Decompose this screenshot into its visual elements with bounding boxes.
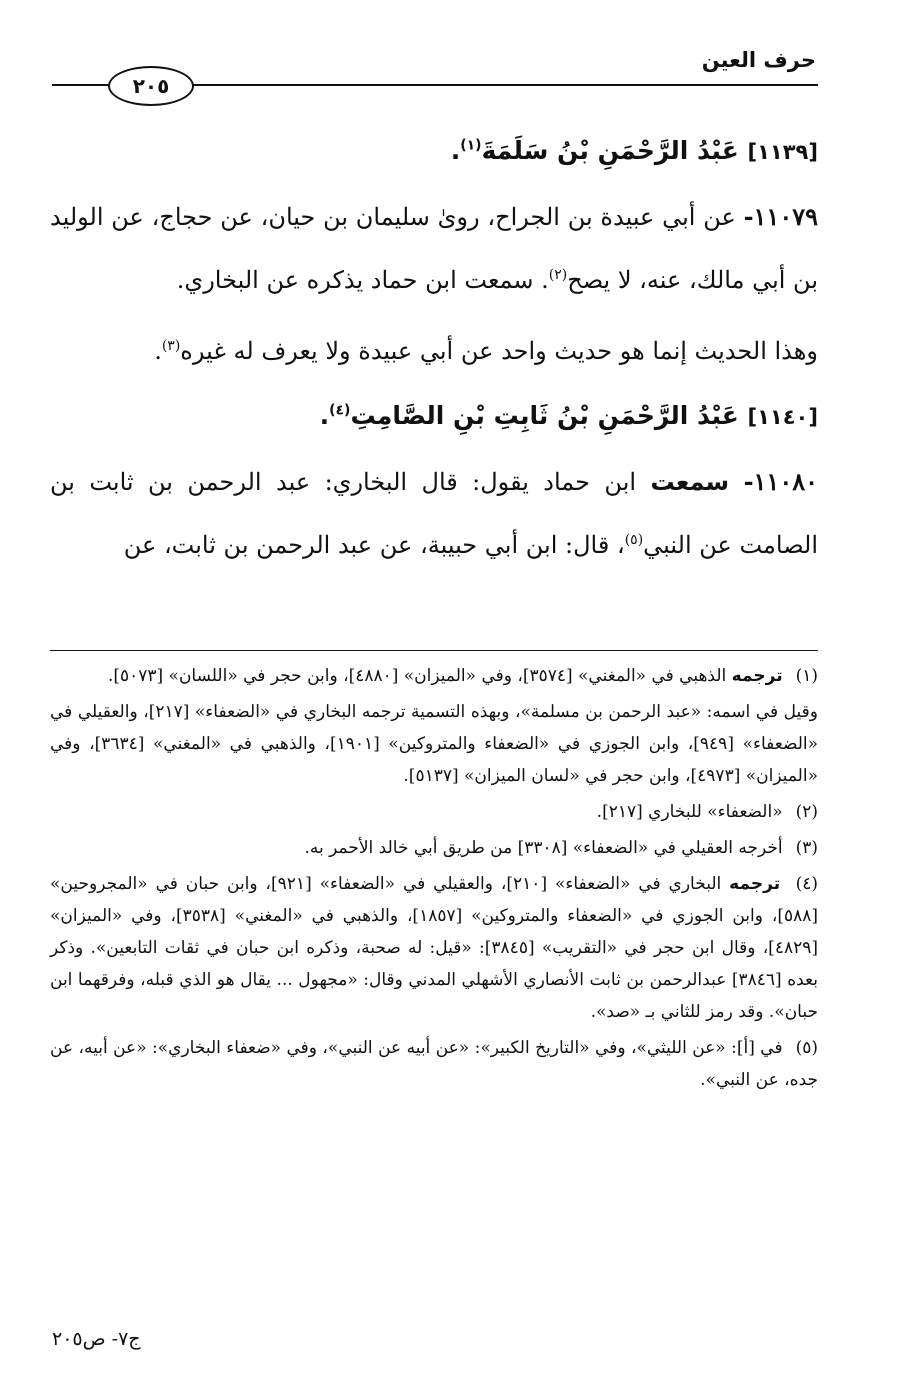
footnote-text: في [أ]: «عن الليثي»، وفي «التاريخ الكبير»: «عن أبيه عن النبي»، وفي «ضعفاء البخاري»: «عن أبيه، عن جده، عن النبي». — [50, 1038, 818, 1090]
hadith-text: ابن حماد يقول: قال البخاري: عبد الرحمن بن ثابت بن الصامت عن النبي — [50, 468, 818, 559]
footnote-number: (٤) — [795, 874, 818, 894]
footnote-5 — [50, 1032, 818, 1096]
entry-name: عَبْدُ الرَّحْمَنِ بْنُ سَلَمَةَ — [481, 136, 739, 165]
page-number: ٢٠٥ — [132, 74, 170, 98]
footnote-ref[interactable]: (٤) — [329, 402, 351, 419]
footnote-3 — [50, 832, 818, 864]
footnotes — [50, 660, 818, 1100]
entry-heading-1139 — [50, 128, 818, 175]
comment-paragraph — [50, 320, 818, 383]
entry-end: . — [450, 136, 461, 165]
entry-end: . — [319, 401, 330, 430]
entry-number: [١١٤٠] — [747, 405, 818, 429]
hadith-text-cont: ، قال: ابن أبي حبيبة، عن عبد الرحمن بن ثابت، عن — [123, 531, 625, 559]
footnote-lead: ترجمه — [729, 874, 781, 894]
footnote-separator — [50, 650, 818, 651]
footnote-ref[interactable]: (٢) — [548, 267, 568, 283]
footnote-1 — [50, 660, 818, 692]
footnote-2 — [50, 796, 818, 828]
entry-name: عَبْدُ الرَّحْمَنِ بْنُ ثَابِتِ بْنِ الصَّامِتِ — [350, 401, 739, 430]
footnote-ref[interactable]: (٥) — [624, 532, 644, 548]
hadith-text-cont: . سمعت ابن حماد يذكره عن البخاري. — [176, 266, 549, 294]
hadith-number: ١١٠٨٠- — [743, 467, 818, 496]
footnote-text: الذهبي في «المغني» [٣٥٧٤]، وفي «الميزان» [٤٨٨٠]، وابن حجر في «اللسان» [٥٠٧٣]. — [107, 666, 727, 686]
footnote-text: وقيل في اسمه: «عبد الرحمن بن مسلمة»، وبهذه التسمية ترجمه البخاري في «الضعفاء» [٢١٧]، والعقيلي في «الضعفاء» [٩٤٩]، وابن الجوزي في «الضعفاء والمتروكين» [١٩٠١]، والذهبي في «المغني» [٣٦٣٤]، وفي «الميزان» [٤٩٧٣]، وابن حجر في «لسان الميزان» [٥١٣٧]. — [50, 702, 818, 786]
footnote-text: أخرجه العقيلي في «الضعفاء» [٣٣٠٨] من طريق أبي خالد الأحمر به. — [304, 838, 783, 858]
footnote-number: (٥) — [795, 1038, 818, 1058]
footnote-text: «الضعفاء» للبخاري [٢١٧]. — [596, 802, 783, 822]
comment-text: وهذا الحديث إنما هو حديث واحد عن أبي عبيدة ولا يعرف له غيره — [180, 337, 818, 365]
page-number-oval — [108, 66, 194, 106]
running-head: حرف العين — [701, 48, 816, 72]
footnote-4 — [50, 868, 818, 1028]
comment-end: . — [154, 337, 162, 365]
volume-page-reference: ج٧- ص٢٠٥ — [52, 1328, 141, 1350]
footnote-number: (٢) — [795, 802, 818, 822]
footnote-ref[interactable]: (١) — [460, 137, 482, 154]
footnote-text: البخاري في «الضعفاء» [٢١٠]، والعقيلي في «الضعفاء» [٩٢١]، وابن حبان في «المجروحين» [٥٨٨]، وابن الجوزي في «الضعفاء والمتروكين» [١٨٥٧]، والذهبي في «المغني» [٣٥٣٨]، وفي «الميزان» [٤٨٢٩]، وقال ابن حجر في «التقريب» [٣٨٤٥]: «قيل: له صحبة، وذكره ابن حبان في ثقات التابعين». وذكر بعده [٣٨٤٦] عبدالرحمن بن ثابت الأنصاري الأشهلي المدني وقال: «مجهول ... يقال هو الذي قبله، وفرقهما ابن حبان». وقد رمز للثاني بـ «صد». — [50, 874, 819, 1022]
footnote-number: (١) — [795, 666, 818, 686]
hadith-text: عن أبي عبيدة بن الجراح، روىٰ سليمان بن حيان، عن حجاج، عن الوليد بن أبي مالك، عنه، لا يصح — [50, 203, 818, 294]
entry-heading-1140 — [50, 393, 818, 440]
footnote-number: (٣) — [795, 838, 818, 858]
hadith-11080 — [50, 450, 818, 577]
footnote-lead: ترجمه — [731, 666, 783, 686]
hadith-11079 — [50, 185, 818, 312]
footnote-ref[interactable]: (٣) — [161, 338, 181, 354]
hadith-number: ١١٠٧٩- — [743, 202, 818, 231]
main-text — [50, 128, 818, 577]
hadith-bold-word: سمعت — [650, 468, 730, 496]
entry-number: [١١٣٩] — [747, 140, 818, 164]
footnote-1-cont — [50, 696, 818, 792]
